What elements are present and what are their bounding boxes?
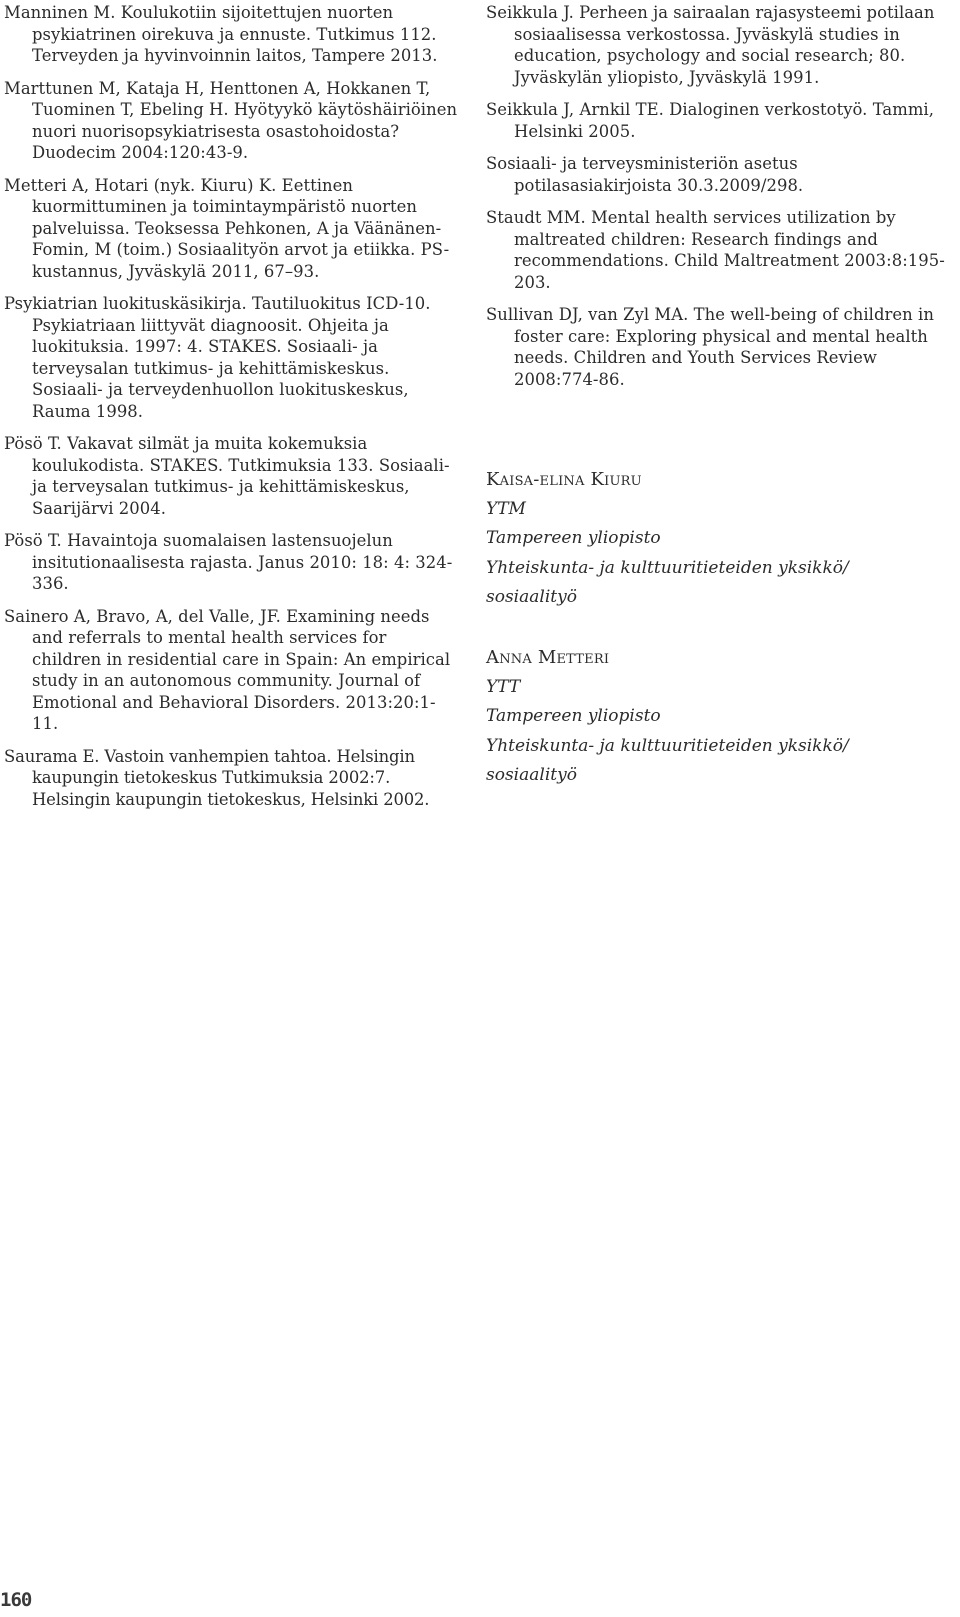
- reference-entry: Sullivan DJ, van Zyl MA. The well-being of children in foster care: Exploring physical and mental health needs. Children and Youth Services Review 2008:774-86.: [486, 305, 934, 389]
- reference-entry: Sainero A, Bravo, A, del Valle, JF. Examining needs and referrals to mental health services for children in residential care in Spain: An empirical study in an autonomous community. Journal of Emotional and Behavioral Disorders. 2013:20:1-11.: [4, 606, 451, 733]
- reference-entry: Manninen M. Koulukotiin sijoitettujen nuorten psykiatrinen oirekuva ja ennuste. Tutkimus 112. Terveyden ja hyvinvoinnin laitos, Tampere 2013.: [4, 3, 438, 65]
- author-unit: Yhteiskunta- ja kulttuuritieteiden yksikkö/: [486, 735, 849, 756]
- references-column-right: [486, 2, 946, 785]
- reference-entry: Seikkula J. Perheen ja sairaalan rajasysteemi potilaan sosiaalisessa verkostossa. Jyväskylä studies in education, psychology and social research; 80. Jyväskylän yliopisto, Jyväskylä 1991.: [486, 3, 935, 87]
- author-unit: Yhteiskunta- ja kulttuuritieteiden yksikkö/: [486, 557, 849, 578]
- references-column-left: [4, 2, 460, 821]
- author-info-metteri: [486, 643, 946, 791]
- author-name: Kaisa-elina Kiuru: [486, 469, 642, 490]
- reference-entry: Marttunen M, Kataja H, Henttonen A, Hokkanen T, Tuominen T, Ebeling H. Hyötyykö käytöshäiriöinen nuori nuorisopsykiatrisesta osastohoidosta? Duodecim 2004:120:43-9.: [4, 78, 458, 162]
- author-degree: YTT: [486, 676, 521, 697]
- reference-entry: Psykiatrian luokituskäsikirja. Tautiluokitus ICD-10. Psykiatriaan liittyvät diagnoosit. Ohjeita ja luokituksia. 1997: 4. STAKES. Sosiaali- ja terveysalan tutkimus- ja kehittämiskeskus. Sosiaali- ja terveydenhuollon luokituskeskus, Rauma 1998.: [4, 294, 431, 421]
- reference-entry: Pösö T. Havaintoja suomalaisen lastensuojelun insitutionaalisesta rajasta. Janus 2010: 18: 4: 324-336.: [4, 531, 453, 593]
- author-field: sosiaalityö: [486, 587, 577, 607]
- author-university: Tampereen yliopisto: [486, 528, 661, 548]
- page-number: 160: [0, 1589, 32, 1611]
- author-university: Tampereen yliopisto: [486, 706, 661, 726]
- reference-entry: Saurama E. Vastoin vanhempien tahtoa. Helsingin kaupungin tietokeskus Tutkimuksia 2002:7. Helsingin kaupungin tietokeskus, Helsinki 2002.: [4, 746, 430, 809]
- reference-entry: Seikkula J, Arnkil TE. Dialoginen verkostotyö. Tammi, Helsinki 2005.: [486, 100, 934, 141]
- author-info-kiuru: [486, 465, 946, 613]
- reference-entry: Metteri A, Hotari (nyk. Kiuru) K. Eettinen kuormittuminen ja toimintaympäristö nuorten palveluissa. Teoksessa Pehkonen, A ja Väänänen-Fomin, M (toim.) Sosiaalityön arvot ja etiikka. PS-kustannus, Jyväskylä 2011, 67–93.: [4, 175, 450, 281]
- reference-entry: Staudt MM. Mental health services utilization by maltreated children: Research findings and recommendations. Child Maltreatment 2003:8:195-203.: [486, 208, 945, 292]
- author-degree: YTM: [486, 498, 526, 519]
- reference-entry: Pösö T. Vakavat silmät ja muita kokemuksia koulukodista. STAKES. Tutkimuksia 133. Sosiaali- ja terveysalan tutkimus- ja kehittämiskeskus, Saarijärvi 2004.: [4, 434, 450, 518]
- author-field: sosiaalityö: [486, 765, 577, 785]
- author-name: Anna Metteri: [486, 647, 610, 668]
- reference-entry: Sosiaali- ja terveysministeriön asetus potilasasiakirjoista 30.3.2009/298.: [486, 154, 804, 195]
